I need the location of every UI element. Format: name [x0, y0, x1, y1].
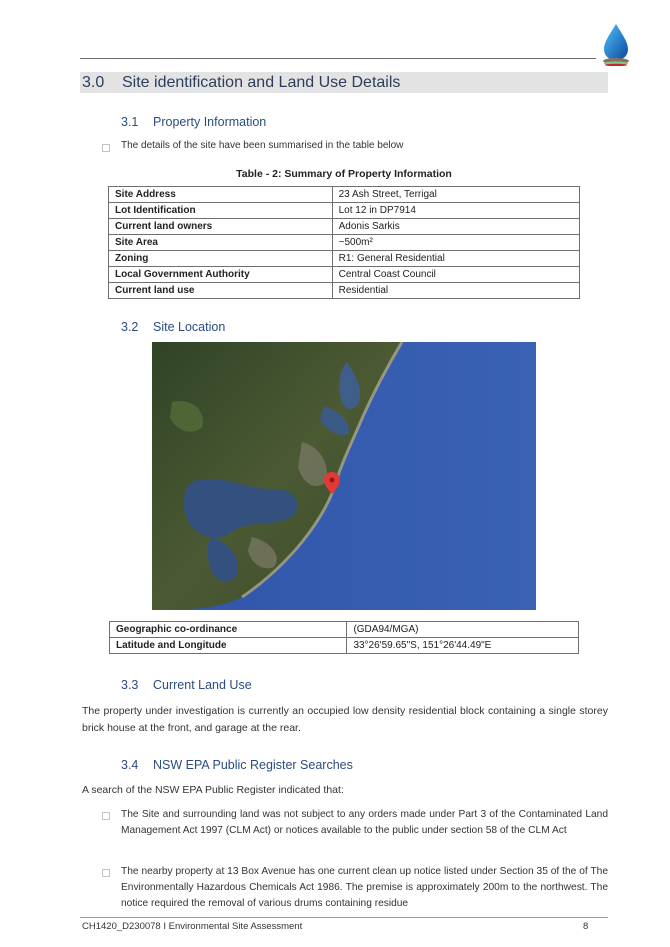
- subheading-current-land-use: [121, 678, 252, 692]
- epa-bullet-2: The nearby property at 13 Box Avenue has one current clean up notice listed under Section 35 of the of The Environmentally Hazardous Chemicals Act 1986. The premise is approximately 200m to the northwest. The notice required the removal of various drums containing residue: [121, 866, 608, 909]
- bullet-box-icon: [102, 869, 110, 877]
- row-label: Lot Identification: [109, 203, 333, 219]
- table-row: [109, 235, 580, 251]
- land-use-paragraph: The property under investigation is currently an occupied low density residential block containing a single storey brick house at the front, and garage at the rear.: [82, 705, 608, 734]
- subheading-number: 3.4: [121, 758, 139, 772]
- footer-rule: [80, 917, 608, 918]
- site-location-map: [152, 342, 536, 610]
- subheading-property-information: [121, 115, 266, 129]
- table-row: [110, 638, 579, 654]
- table-row: [109, 267, 580, 283]
- table-row: [109, 219, 580, 235]
- water-drop-logo-icon: [600, 22, 632, 66]
- row-value: Central Coast Council: [332, 267, 579, 283]
- subheading-number: 3.3: [121, 678, 139, 692]
- property-table-caption: Table - 2: Summary of Property Information: [236, 168, 452, 180]
- table-row: [109, 251, 580, 267]
- epa-intro-text: A search of the NSW EPA Public Register indicated that:: [82, 784, 344, 796]
- row-value: ~500m²: [332, 235, 579, 251]
- row-label: Current land use: [109, 283, 333, 299]
- section-heading: [80, 72, 608, 93]
- epa-bullet-1: The Site and surrounding land was not subject to any orders made under Part 3 of the Contaminated Land Management Act 1997 (CLM Act) or notices available to the public under section 58 of the CLM Act: [121, 809, 608, 836]
- row-label: Site Area: [109, 235, 333, 251]
- bullet-box-icon: [102, 812, 110, 820]
- row-label: Site Address: [109, 187, 333, 203]
- bullet-box-icon: [102, 144, 110, 152]
- header-rule: [80, 58, 596, 59]
- satellite-map-icon: [152, 342, 536, 610]
- subheading-title: Site Location: [153, 320, 226, 334]
- row-value: (GDA94/MGA): [347, 622, 579, 638]
- subheading-title: Property Information: [153, 115, 267, 129]
- table-row: [109, 187, 580, 203]
- row-label: Geographic co-ordinance: [110, 622, 347, 638]
- row-value: Lot 12 in DP7914: [332, 203, 579, 219]
- row-value: Residential: [332, 283, 579, 299]
- subheading-number: 3.1: [121, 115, 139, 129]
- section-number: 3.0: [82, 74, 105, 91]
- footer-document-id: CH1420_D230078 I Environmental Site Assessment: [82, 921, 303, 932]
- row-value: 23 Ash Street, Terrigal: [332, 187, 579, 203]
- row-label: Zoning: [109, 251, 333, 267]
- subheading-title: NSW EPA Public Register Searches: [153, 758, 353, 772]
- footer-page-number: 8: [583, 921, 589, 932]
- table-row: [109, 283, 580, 299]
- subheading-number: 3.2: [121, 320, 139, 334]
- coordinates-table: [109, 621, 579, 654]
- subheading-epa-register: [121, 758, 353, 772]
- table-row: [109, 203, 580, 219]
- row-value: 33°26'59.65"S, 151°26'44.49"E: [347, 638, 579, 654]
- row-label: Local Government Authority: [109, 267, 333, 283]
- property-table: [108, 186, 580, 299]
- subheading-site-location: [121, 320, 225, 334]
- row-value: Adonis Sarkis: [332, 219, 579, 235]
- row-label: Latitude and Longitude: [110, 638, 347, 654]
- property-intro-text: The details of the site have been summarised in the table below: [121, 140, 404, 151]
- section-title: Site identification and Land Use Details: [122, 74, 401, 91]
- table-row: [110, 622, 579, 638]
- row-label: Current land owners: [109, 219, 333, 235]
- row-value: R1: General Residential: [332, 251, 579, 267]
- subheading-title: Current Land Use: [153, 678, 252, 692]
